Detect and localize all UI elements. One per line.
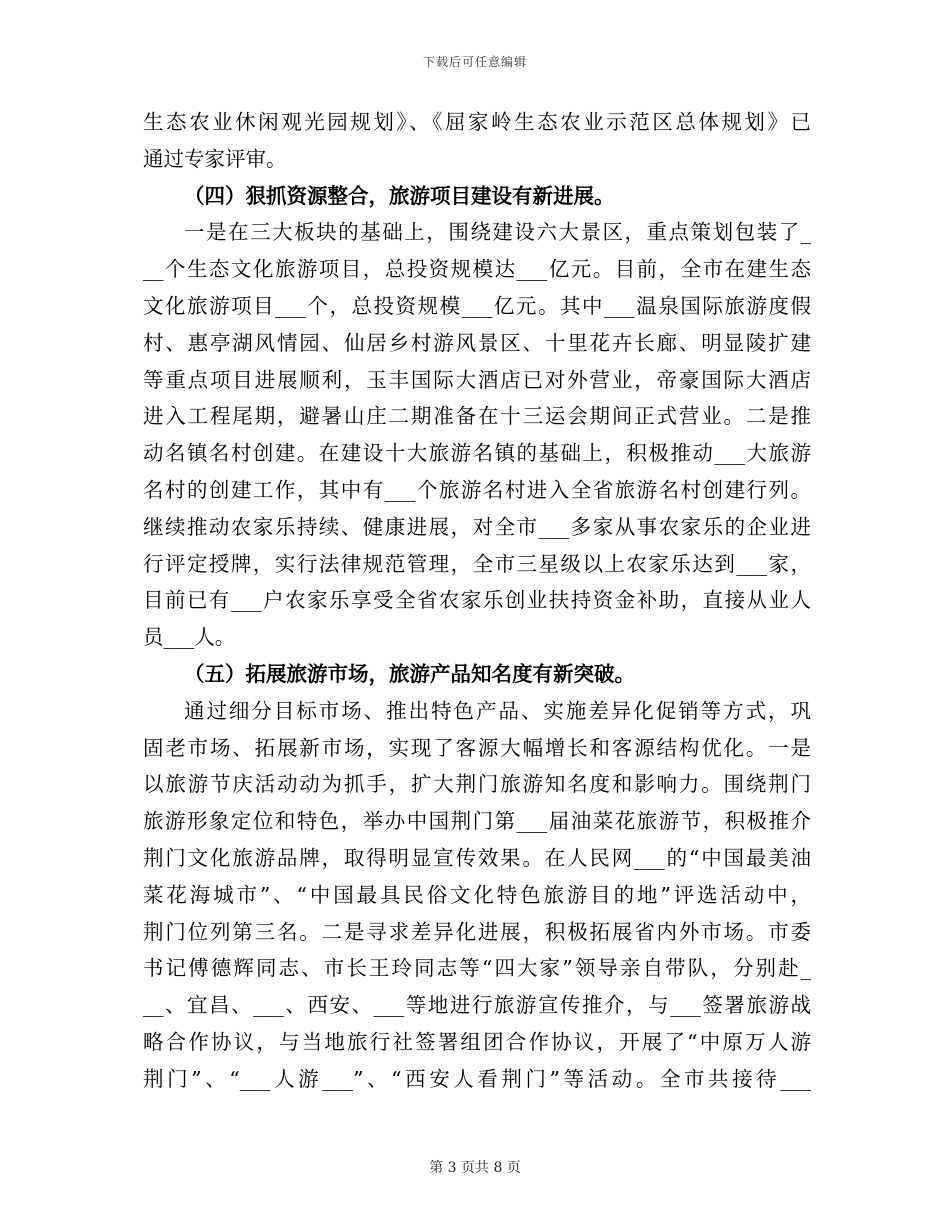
text-line: 文化旅游项目___个，总投资规模___亿元。其中___温泉国际旅游度假 <box>143 293 811 318</box>
text-line: 旅游形象定位和特色，举办中国荆门第___届油菜花旅游节，积极推介 <box>143 809 811 834</box>
text-line: 菜花海城市”、“中国最具民俗文化特色旅游目的地”评选活动中， <box>143 882 811 907</box>
section-heading-4: （四）狠抓资源整合，旅游项目建设有新进展。 <box>184 183 615 208</box>
text-line: 行评定授牌，实行法律规范管理，全市三星级以上农家乐达到___家， <box>143 551 811 576</box>
text-line: 通过专家评审。 <box>143 146 287 171</box>
text-line: 一是在三大板块的基础上，围绕建设六大景区，重点策划包装了_ <box>184 220 811 245</box>
text-line: 动名镇名村创建。在建设十大旅游名镇的基础上，积极推动___大旅游 <box>143 441 811 466</box>
text-line: 通过细分目标市场、推出特色产品、实施差异化促销等方式，巩 <box>184 698 811 723</box>
text-line: 固老市场、拓展新市场，实现了客源大幅增长和客源结构优化。一是 <box>143 735 811 760</box>
text-line: 书记傅德辉同志、市长王玲同志等“四大家”领导亲自带队，分别赴_ <box>143 956 811 981</box>
text-line: 荆门位列第三名。二是寻求差异化进展，积极拓展省内外市场。市委 <box>143 919 811 944</box>
document-body <box>143 104 811 1098</box>
text-line: 荆门”、“___人游___”、“西安人看荆门”等活动。全市共接待___ <box>143 1066 811 1091</box>
text-line: 继续推动农家乐持续、健康进展，对全市___多家从事农家乐的企业进 <box>143 514 811 539</box>
text-line: 荆门文化旅游品牌，取得明显宣传效果。在人民网___的“中国最美油 <box>143 845 811 870</box>
text-line: 进入工程尾期，避暑山庄二期准备在十三运会期间正式营业。二是推 <box>143 404 811 429</box>
text-line: 员___人。 <box>143 625 236 650</box>
text-line: 以旅游节庆活动动为抓手，扩大荆门旅游知名度和影响力。围绕荆门 <box>143 772 811 797</box>
text-line: 目前已有___户农家乐享受全省农家乐创业扶持资金补助，直接从业人 <box>143 588 811 613</box>
text-line: 生态农业休闲观光园规划》、《屈家岭生态农业示范区总体规划》已 <box>143 110 811 134</box>
text-line: __、宜昌、___、西安、___等地进行旅游宣传推介，与___签署旅游战 <box>143 993 811 1018</box>
text-line: 略合作协议，与当地旅行社签署组团合作协议，开展了“中原万人游 <box>143 1029 811 1054</box>
page-header: 下载后可任意编辑 <box>422 55 527 69</box>
text-line: __个生态文化旅游项目，总投资规模达___亿元。目前，全市在建生态 <box>143 257 811 282</box>
text-line: 村、惠亭湖风情园、仙居乡村游风景区、十里花卉长廊、明显陵扩建 <box>143 330 811 355</box>
text-line: 等重点项目进展顺利，玉丰国际大酒店已对外营业，帝豪国际大酒店 <box>143 367 811 392</box>
text-line: 名村的创建工作，其中有___个旅游名村进入全省旅游名村创建行列。 <box>143 477 811 502</box>
page-number-footer: 第 3 页共 8 页 <box>429 1160 521 1176</box>
section-heading-5: （五）拓展旅游市场，旅游产品知名度有新突破。 <box>184 661 635 686</box>
